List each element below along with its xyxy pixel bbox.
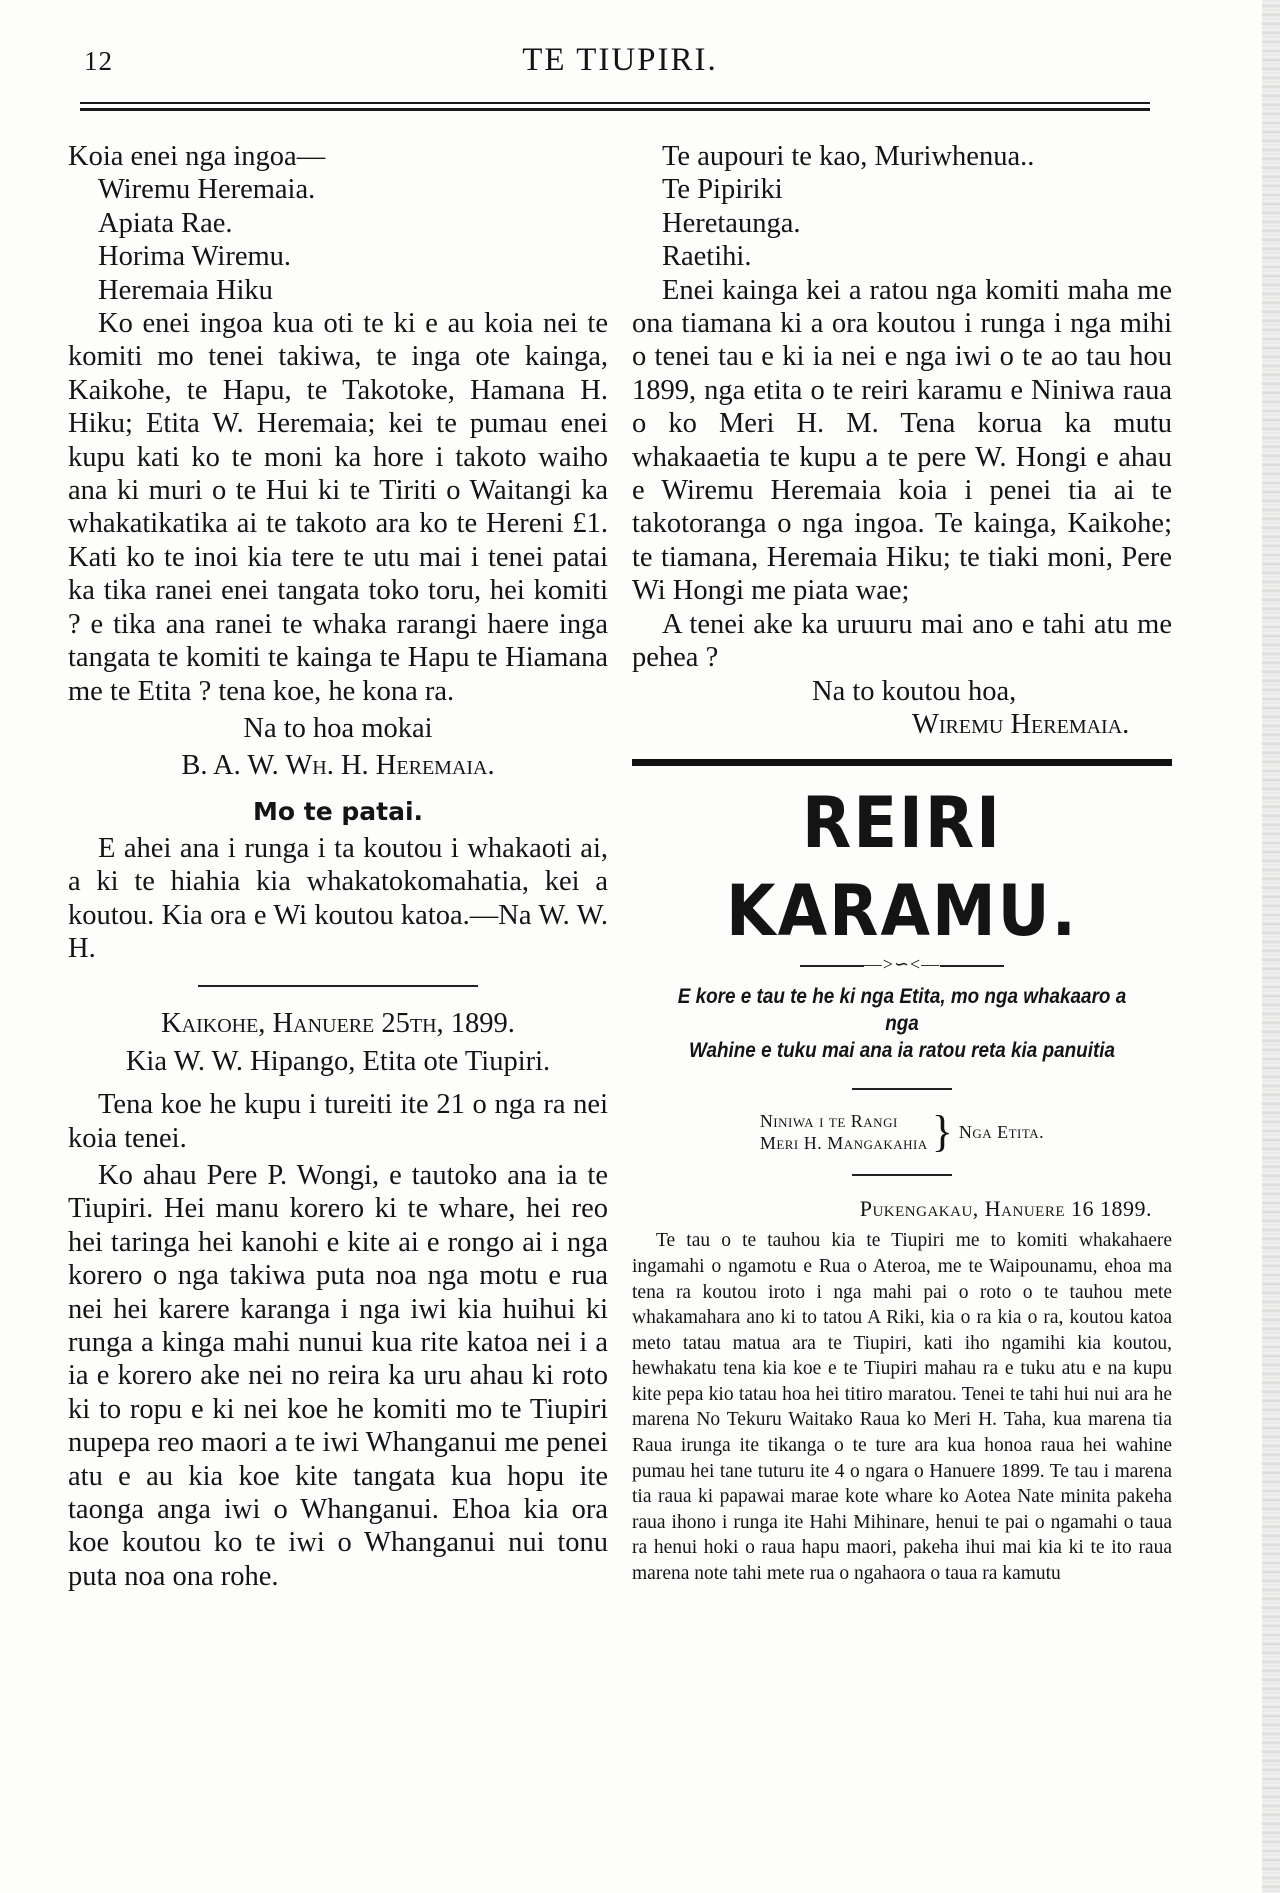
letter-closing: Na to hoa mokai [243, 712, 433, 744]
brace-glyph: } [931, 1107, 953, 1157]
committee-name: Apiata Rae. [98, 207, 233, 239]
editors-block [632, 1107, 1172, 1157]
letter-dateline: Pukengakau, Hanuere 16 1899. [859, 1196, 1152, 1222]
left-column [68, 140, 608, 1593]
letter-closing: Na to koutou hoa, [812, 675, 1017, 707]
running-title: TE TIUPIRI. [522, 42, 718, 78]
letter-addressee: Kia W. W. Hipango, Etita ote Tiupiri. [125, 1045, 551, 1077]
letter-paragraph: A tenei ake ka uruuru mai ano e tahi atu me pehea ? [632, 608, 1172, 674]
letter-dateline: Kaikohe, Hanuere 25th, 1899. [161, 1008, 515, 1040]
section-heading: Mo te patai. [252, 796, 424, 826]
disclaimer-line: Wahine e tuku mai ana ia ratou reta kia panuitia [688, 1039, 1116, 1063]
names-intro-line: Koia enei nga ingoa— [68, 141, 326, 172]
header-double-rule [80, 102, 1150, 111]
editor-names [760, 1110, 928, 1154]
section-divider [852, 1088, 952, 1090]
committee-name: Wiremu Heremaia. [98, 174, 316, 206]
place-name: Raetihi. [662, 241, 752, 273]
letter-body: Te tau o te tauhou kia te Tiupiri me to komiti whakahaere ingamahi o ngamotu e Rua o Ateroa, me te Waipounamu, ehoa ma tena ra koutou iroto i nga mahi pai o roto o te tauhou mete whakamahara ano ki to tatou A Riki, kia o ra kia o ra, koutou katoa meto tatau matua ara te Tiupiri, kati iho ngamihi kia koutou, hewhakatu tena kia koe e te Tiupiri mahau ra e tuku atu e na kupu kite pepa kio tatau hoa hei titiro maratou. Tenei te tahi hui nui ara he marena No Tekuru Waitako Raua ko Meri H. Taha, kua marena tia Raua irunga ite tikanga o te ture ara kua honoa raua hei wahine pumau hei tane tuturu ite 4 o ngara o Hanuere 1899. Te tau i marena tia raua ki papawai marae kote whare ko Aotea Nate minita pakeha raua ihono i runga ite Hahi Mihinare, henui te pai o ngamahi o taua ra henui hoki o raua hapu maori, pakeha ihui mai kia ki te ito raua marena note tahi mete rua o ngahaora o taua ra kamutu [632, 1230, 1172, 1585]
page-number: 12 [84, 46, 113, 76]
committee-name: Heremaia Hiku [98, 274, 273, 306]
editor-reply: E ahei ana i runga i ta koutou i whakaoti ai, a ki te hiahia kia whakatokomahatia, kei a koutou. Kia ora e Wi koutou katoa.—Na W. W. H. [68, 832, 608, 964]
reiri-karamu-masthead: REIRI KARAMU. [726, 783, 1078, 954]
disclaimer-line: E kore e tau te he ki nga Etita, mo nga whakaaro a nga [677, 985, 1127, 1036]
letter-paragraph: Enei kainga kei a ratou nga komiti maha me ona tiamana ki a ora koutou i runga i nga mihi o tenei tau e ki ia nei e nga iwi o te ao tau hou 1899, nga etita o te reiri karamu e Niniwa raua o ko Meri H. M. Tena korua ka mutu whakaaetia te kupu a te pere W. Hongi e ahau e Wiremu Heremaia koia i penei tia ai te takotoranga o nga ingoa. Te kainga, Kaikohe; te tiamana, Heremaia Hiku; te tiaki moni, Pere Wi Hongi me piata wae; [632, 274, 1172, 607]
committee-name: Horima Wiremu. [98, 241, 292, 273]
section-divider [852, 1174, 952, 1176]
right-column [632, 140, 1172, 1587]
editor-name: Niniwa i te Rangi [759, 1111, 898, 1132]
scan-edge-artifact [1262, 0, 1280, 1893]
section-thick-rule [632, 759, 1172, 766]
page-header [0, 42, 1280, 82]
place-name: Heretaunga. [662, 207, 801, 239]
section-divider [198, 985, 478, 987]
place-name: Te aupouri te kao, Muriwhenua.. [662, 141, 1035, 172]
letter-paragraph: Ko enei ingoa kua oti te ki e au koia nei te komiti mo tenei takiwa, te inga ote kainga, Kaikohe, te Hapu, te Takotoke, Hamana H. Hiku; Etita W. Heremaia; kei te pumau enei kupu kati ko te moni ka hore i takoto waiho ana ki muri o te Hui ki te Tiriti o Waitangi ka whakatikatika ai te takoto ara ko te Hereni £1. Kati ko te inoi kia tere te utu mai i tenei patai ka tika ranei enei tangata toko toru, hei komiti ? e tika ana ranei te whaka rarangi haere inga tangata te komiti te kainga te Hapu te Hiamana me te Etita ? tena koe, he kona ra. [68, 308, 608, 707]
letter-paragraph: Tena koe he kupu i tureiti ite 21 o nga ra nei koia tenei. [68, 1089, 608, 1154]
editors-label: Nga Etita. [958, 1121, 1045, 1142]
letter-signature: Wiremu Heremaia. [912, 708, 1130, 740]
letter-paragraph: Ko ahau Pere P. Wongi, e tautoko ana ia te Tiupiri. Hei manu korero ki te whare, hei reo hei taringa hei kanohi e kite ai e rongo ai i nga korero o nga takiwa puta noa nga motu e rua nei hei karere karanga i nga iwi kia huihui ki runga a kinga mahi nunui kua rite katoa nei i a ia e korero ake nei no reira ka uru ahau ki roto ki to ropu e ki nei koe he komiti mo te Tiupiri nupepa reo maori a te iwi Whanganui me penei atu e au kia koe kite tangata kua hopu ite taonga anga iwi o Whanganui. Ehoa kia ora koe koutou ko te iwi o Whanganui nui tonu puta noa ona rohe. [68, 1159, 608, 1592]
letter-signature: B. A. W. Wh. H. Heremaia. [181, 750, 495, 782]
place-name: Te Pipiriki [662, 174, 783, 206]
editor-name: Meri H. Mangakahia [759, 1133, 928, 1154]
ornament-glyph: —>∽<— [863, 954, 941, 975]
ornament-divider [632, 954, 1172, 975]
